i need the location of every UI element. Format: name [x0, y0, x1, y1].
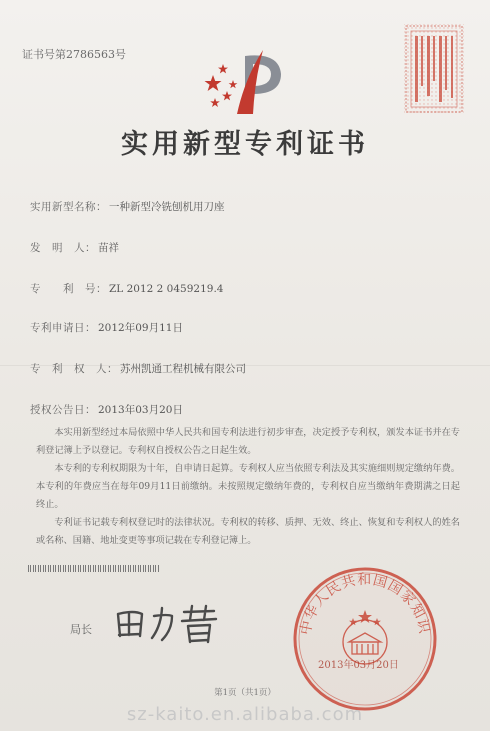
field-label: 发 明 人：: [30, 242, 96, 254]
field-label: 实用新型名称：: [30, 201, 107, 213]
field-label: 专 利 号：: [30, 283, 107, 295]
emblem-stars: [205, 64, 238, 107]
field-grant-date: [30, 402, 183, 417]
patent-office-emblem: [193, 44, 297, 118]
page-number: 第1页（共1页）: [214, 688, 276, 698]
field-label: 专 利 权 人：: [30, 363, 118, 375]
seal-date: 2013年03月20日: [318, 660, 399, 671]
field-patent-number: [30, 281, 223, 296]
field-value: 苗祥: [98, 242, 119, 254]
director-signature: [112, 602, 222, 646]
field-label: 专利申请日：: [30, 322, 96, 334]
seal-text: 中华人民共和国国家知识: [297, 571, 433, 637]
barcode: [28, 565, 160, 572]
field-label: 授权公告日：: [30, 404, 96, 416]
watermark: sz-kaito.en.alibaba.com: [126, 704, 364, 725]
certificate-title: 实用新型专利证书: [121, 129, 369, 160]
director-label: 局长: [70, 623, 92, 636]
field-value: ZL 2012 2 0459219.4: [109, 283, 224, 295]
field-inventor: [30, 240, 119, 255]
body-paragraph: 本实用新型经过本局依照中华人民共和国专利法进行初步审查，决定授予专利权，颁发本证书并在专利登记簿上予以登记。专利权自授权公告之日起生效。: [36, 427, 460, 456]
certificate-number: 证书号第2786563号: [22, 48, 126, 61]
body-paragraph: 本专利的专利权期限为十年，自申请日起算。专利权人应当依照专利法及其实施细则规定缴纳年费。本专利的年费应当在每年09月11日前缴纳。未按照规定缴纳年费的，专利权自应当缴纳年费期满之日起终止。: [36, 463, 460, 510]
field-value: 2013年03月20日: [98, 404, 183, 416]
field-utility-model-name: [30, 199, 225, 214]
field-application-date: [30, 320, 183, 335]
field-patentee: [30, 361, 246, 376]
field-value: 2012年09月11日: [98, 322, 183, 334]
tax-stamp: [402, 22, 466, 116]
body-paragraph: 专利证书记载专利权登记时的法律状况。专利权的转移、质押、无效、终止、恢复和专利权人的姓名或名称、国籍、地址变更等事项记载在专利登记簿上。: [36, 517, 460, 546]
field-value: 苏州凯通工程机械有限公司: [120, 363, 246, 375]
field-value: 一种新型冷铣刨机用刀座: [109, 201, 225, 213]
